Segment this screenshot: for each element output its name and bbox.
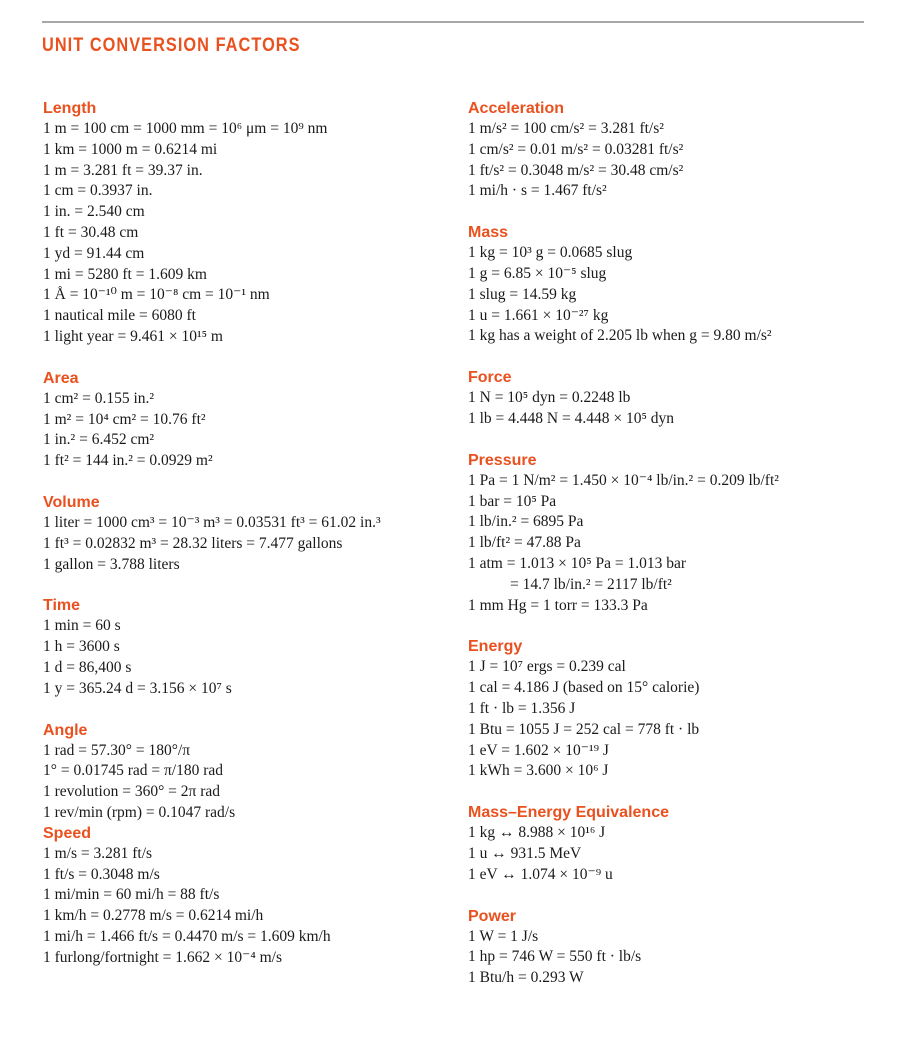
conversion-line: 1 ft² = 144 in.² = 0.0929 m² xyxy=(43,452,213,470)
conversion-line: 1 m/s² = 100 cm/s² = 3.281 ft/s² xyxy=(468,120,664,137)
section-spacer xyxy=(43,472,453,493)
section-heading: Acceleration xyxy=(468,100,565,117)
conversion-line: 1 Btu = 1055 J = 252 cal = 778 ft · lb xyxy=(468,720,700,738)
conversion-line: 1 yd = 91.44 cm xyxy=(43,244,145,262)
section-heading: Time xyxy=(43,597,81,615)
section-spacer xyxy=(43,700,453,721)
section-heading: Energy xyxy=(468,638,523,656)
conversion-line: 1 eV = 1.602 × 10⁻¹⁹ J xyxy=(468,741,609,759)
section-spacer xyxy=(43,575,453,596)
section-volume xyxy=(43,493,453,575)
section-area xyxy=(43,369,453,472)
conversion-line: 1 mi = 5280 ft = 1.609 km xyxy=(43,265,207,283)
conversion-line: 1 in.² = 6.452 cm² xyxy=(43,431,155,449)
conversion-line: 1 mm Hg = 1 torr = 133.3 Pa xyxy=(468,596,648,614)
section-heading: Angle xyxy=(43,721,88,739)
conversion-line: 1 liter = 1000 cm³ = 10⁻³ m³ = 0.03531 ft³ = 61.02 in.³ xyxy=(43,513,381,531)
left-column xyxy=(43,99,453,969)
conversion-line: 1 ft/s² = 0.3048 m/s² = 30.48 cm/s² xyxy=(468,161,684,179)
section-heading: Mass xyxy=(468,224,509,242)
conversion-line: 1 kWh = 3.600 × 10⁶ J xyxy=(468,762,609,780)
conversion-line: 1 rad = 57.30° = 180°/π xyxy=(43,741,191,759)
section-spacer xyxy=(468,430,888,451)
section-time xyxy=(43,596,453,699)
section-mass xyxy=(468,223,888,347)
section-speed xyxy=(43,824,453,969)
section-force xyxy=(468,368,888,430)
conversion-line: 1 eV ↔ 1.074 × 10⁻⁹ u xyxy=(468,865,613,883)
conversion-line: 1 km/h = 0.2778 m/s = 0.6214 mi/h xyxy=(43,907,264,925)
section-heading: Volume xyxy=(43,493,100,511)
conversion-line: 1 m = 3.281 ft = 39.37 in. xyxy=(43,161,203,179)
conversion-line: 1 ft · lb = 1.356 J xyxy=(468,699,576,717)
conversion-line: 1 kg = 10³ g = 0.0685 slug xyxy=(468,244,633,262)
conversion-line: 1 m/s = 3.281 ft/s xyxy=(43,844,153,862)
conversion-line: 1 ft³ = 0.02832 m³ = 28.32 liters = 7.477 gallons xyxy=(43,534,343,552)
conversion-line: 1 Btu/h = 0.293 W xyxy=(468,969,584,987)
section-angle xyxy=(43,721,453,824)
conversion-line: 1 u ↔ 931.5 MeV xyxy=(468,844,582,862)
section-pressure xyxy=(468,451,888,617)
section-energy xyxy=(468,637,888,782)
conversion-line: 1 mi/h = 1.466 ft/s = 0.4470 m/s = 1.609 km/h xyxy=(43,927,331,945)
conversion-line: 1 nautical mile = 6080 ft xyxy=(43,307,196,325)
section-acceleration xyxy=(468,99,888,202)
page-title: UNIT CONVERSION FACTORS xyxy=(42,35,301,56)
section-mass-energy-equivalence xyxy=(468,803,888,885)
section-heading: Speed xyxy=(43,824,92,842)
conversion-line: 1 ft = 30.48 cm xyxy=(43,223,139,241)
conversion-line: 1 atm = 1.013 × 10⁵ Pa = 1.013 bar xyxy=(468,554,687,572)
conversion-line: 1 m = 100 cm = 1000 mm = 10⁶ μm = 10⁹ nm xyxy=(43,120,328,137)
conversion-line: 1 cm = 0.3937 in. xyxy=(43,182,153,200)
top-rule xyxy=(42,21,864,23)
section-heading: Mass–Energy Equivalence xyxy=(468,804,669,822)
conversion-line: 1 kg ↔ 8.988 × 10¹⁶ J xyxy=(468,824,606,842)
conversion-line: 1 slug = 14.59 kg xyxy=(468,285,577,303)
section-power xyxy=(468,907,888,989)
section-spacer xyxy=(468,886,888,907)
section-heading: Pressure xyxy=(468,451,537,469)
conversion-line: 1 g = 6.85 × 10⁻⁵ slug xyxy=(468,264,607,282)
conversion-line: 1 cm² = 0.155 in.² xyxy=(43,389,155,407)
conversion-line: = 14.7 lb/in.² = 2117 lb/ft² xyxy=(510,575,672,593)
conversion-line: 1 d = 86,400 s xyxy=(43,658,132,676)
conversion-line: 1 mi/h · s = 1.467 ft/s² xyxy=(468,182,607,200)
section-heading: Power xyxy=(468,907,517,925)
conversion-line: 1 lb/ft² = 47.88 Pa xyxy=(468,534,581,552)
conversion-line: 1 light year = 9.461 × 10¹⁵ m xyxy=(43,327,223,345)
section-length xyxy=(43,99,453,348)
conversion-line: 1 kg has a weight of 2.205 lb when g = 9.80 m/s² xyxy=(468,327,772,345)
conversion-line: 1 rev/min (rpm) = 0.1047 rad/s xyxy=(43,803,236,821)
conversion-line: 1 u = 1.661 × 10⁻²⁷ kg xyxy=(468,306,609,324)
conversion-line: 1 lb = 4.448 N = 4.448 × 10⁵ dyn xyxy=(468,409,675,427)
right-column xyxy=(468,99,888,989)
section-heading: Length xyxy=(43,100,97,117)
conversion-line: 1 Pa = 1 N/m² = 1.450 × 10⁻⁴ lb/in.² = 0.209 lb/ft² xyxy=(468,471,779,489)
conversion-line: 1 furlong/fortnight = 1.662 × 10⁻⁴ m/s xyxy=(43,948,283,966)
conversion-line: 1 hp = 746 W = 550 ft · lb/s xyxy=(468,948,642,966)
section-heading: Area xyxy=(43,369,79,387)
conversion-line: 1 cal = 4.186 J (based on 15° calorie) xyxy=(468,679,700,697)
section-spacer xyxy=(468,202,888,223)
conversion-line: 1 mi/min = 60 mi/h = 88 ft/s xyxy=(43,886,220,904)
conversion-line: 1 Å = 10⁻¹⁰ m = 10⁻⁸ cm = 10⁻¹ nm xyxy=(43,286,270,304)
conversion-line: 1 h = 3600 s xyxy=(43,638,120,656)
section-spacer xyxy=(468,782,888,803)
section-spacer xyxy=(468,616,888,637)
conversion-line: 1 m² = 10⁴ cm² = 10.76 ft² xyxy=(43,410,206,428)
conversion-line: 1 cm/s² = 0.01 m/s² = 0.03281 ft/s² xyxy=(468,140,684,158)
conversion-line: 1 y = 365.24 d = 3.156 × 10⁷ s xyxy=(43,679,232,697)
conversion-line: 1 N = 10⁵ dyn = 0.2248 lb xyxy=(468,389,631,407)
conversion-line: 1 ft/s = 0.3048 m/s xyxy=(43,865,160,883)
conversion-line: 1 W = 1 J/s xyxy=(468,927,539,945)
conversion-line: 1 min = 60 s xyxy=(43,617,121,635)
conversion-line: 1 lb/in.² = 6895 Pa xyxy=(468,513,584,531)
conversion-line: 1 km = 1000 m = 0.6214 mi xyxy=(43,140,218,158)
section-heading: Force xyxy=(468,369,512,387)
conversion-line: 1 in. = 2.540 cm xyxy=(43,203,145,221)
conversion-line: 1 gallon = 3.788 liters xyxy=(43,555,180,573)
section-spacer xyxy=(468,347,888,368)
conversion-line: 1 J = 10⁷ ergs = 0.239 cal xyxy=(468,658,626,676)
section-spacer xyxy=(43,348,453,369)
conversion-line: 1 bar = 10⁵ Pa xyxy=(468,492,557,510)
conversion-line: 1 revolution = 360° = 2π rad xyxy=(43,783,221,801)
conversion-line: 1° = 0.01745 rad = π/180 rad xyxy=(43,762,224,780)
